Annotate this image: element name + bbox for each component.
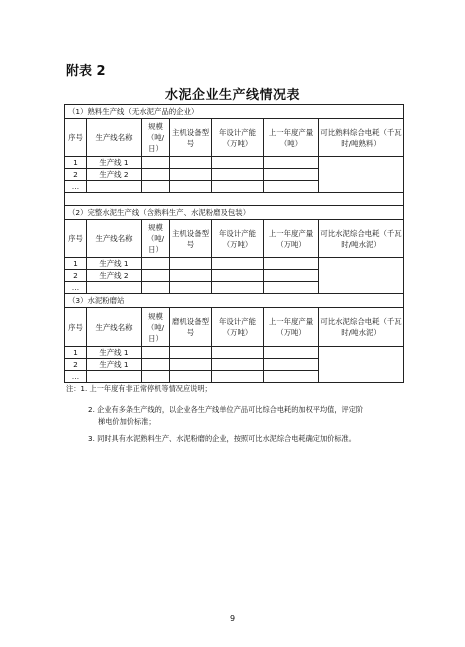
row-number: … <box>65 371 87 383</box>
header-cell: 规模（吨/日） <box>142 308 170 347</box>
cell <box>142 359 170 371</box>
cell <box>212 169 264 181</box>
cell <box>212 282 264 294</box>
cell <box>87 181 142 193</box>
spacer-row <box>65 193 404 206</box>
cell <box>142 169 170 181</box>
cell <box>264 157 319 169</box>
header-cell: 生产线名称 <box>87 220 142 258</box>
row-number: 1 <box>65 347 87 359</box>
cell <box>170 181 212 193</box>
cell <box>142 347 170 359</box>
note-1: 注：1. 上一年度有非正常停机等情况应说明； <box>66 384 212 393</box>
header-cell: 规模（吨/日） <box>142 119 170 157</box>
cell <box>212 157 264 169</box>
merged-cell <box>319 347 404 383</box>
merged-cell <box>319 258 404 294</box>
cell <box>264 258 319 270</box>
row-number: … <box>65 181 87 193</box>
header-cell: 可比水泥综合电耗（千瓦时/吨水泥） <box>319 308 404 347</box>
note-3: 3. 同时具有水泥熟料生产、水泥粉磨的企业，按照可比水泥综合电耗确定加价标准。 <box>88 433 356 443</box>
header-cell: 生产线名称 <box>87 119 142 157</box>
appendix-label: 附表 2 <box>66 64 106 79</box>
cell <box>170 270 212 282</box>
cell <box>170 371 212 383</box>
section-heading: （3）水泥粉磨站 <box>65 294 404 308</box>
header-cell: 主机设备型号 <box>170 119 212 157</box>
header-cell: 年设计产能（万吨） <box>212 119 264 157</box>
cell <box>212 181 264 193</box>
row-number: 2 <box>65 169 87 181</box>
cell <box>264 169 319 181</box>
header-cell: 上一年度产量（万吨） <box>264 220 319 258</box>
cell <box>264 270 319 282</box>
header-cell: 序号 <box>65 308 87 347</box>
line-name: 生产线 2 <box>87 169 142 181</box>
section-heading: （1）熟料生产线（无水泥产品的企业） <box>65 105 404 119</box>
cell <box>87 282 142 294</box>
cell <box>212 258 264 270</box>
header-cell: 上一年度产量（万吨） <box>264 308 319 347</box>
line-name: 生产线 1 <box>87 347 142 359</box>
cell <box>264 347 319 359</box>
header-cell: 年设计产能（万吨） <box>212 308 264 347</box>
cell <box>87 371 142 383</box>
header-cell: 序号 <box>65 119 87 157</box>
header-cell: 可比熟料综合电耗（千瓦时/吨熟料） <box>319 119 404 157</box>
header-cell: 主机设备型号 <box>170 220 212 258</box>
cell <box>264 371 319 383</box>
header-cell: 序号 <box>65 220 87 258</box>
line-name: 生产线 1 <box>87 258 142 270</box>
line-name: 生产线 1 <box>87 359 142 371</box>
notes <box>66 383 406 445</box>
cell <box>264 282 319 294</box>
page-number: 9 <box>229 614 236 623</box>
row-number: … <box>65 282 87 294</box>
row-number: 2 <box>65 270 87 282</box>
cell <box>170 347 212 359</box>
note-2: 2. 企业有多条生产线的，以企业各生产线单位产品可比综合电耗的加权平均值，评定阶 <box>88 404 364 414</box>
cell <box>142 181 170 193</box>
cell <box>212 359 264 371</box>
header-cell: 磨机设备型号 <box>170 308 212 347</box>
cell <box>142 258 170 270</box>
header-cell: 可比水泥综合电耗（千瓦时/吨水泥） <box>319 220 404 258</box>
cell <box>142 282 170 294</box>
row-number: 1 <box>65 258 87 270</box>
line-name: 生产线 1 <box>87 157 142 169</box>
cell <box>142 371 170 383</box>
cell <box>142 270 170 282</box>
cell <box>264 359 319 371</box>
cell <box>170 258 212 270</box>
row-number: 1 <box>65 157 87 169</box>
table-title: 水泥企业生产线情况表 <box>164 88 300 103</box>
header-cell: 上一年度产量（吨） <box>264 119 319 157</box>
cell <box>170 169 212 181</box>
production-line-table <box>64 104 404 383</box>
header-cell: 年设计产能（万吨） <box>212 220 264 258</box>
section-heading: （2）完整水泥生产线（含熟料生产、水泥粉磨及包装） <box>65 206 404 220</box>
cell <box>212 270 264 282</box>
cell <box>142 157 170 169</box>
row-number: 2 <box>65 359 87 371</box>
header-cell: 生产线名称 <box>87 308 142 347</box>
cell <box>212 347 264 359</box>
cell <box>264 181 319 193</box>
merged-cell <box>319 157 404 193</box>
cell <box>170 359 212 371</box>
line-name: 生产线 2 <box>87 270 142 282</box>
cell <box>170 157 212 169</box>
note-2-continued: 梯电价加价标准； <box>98 417 156 426</box>
header-cell: 规模（吨/日） <box>142 220 170 258</box>
cell <box>212 371 264 383</box>
cell <box>170 282 212 294</box>
